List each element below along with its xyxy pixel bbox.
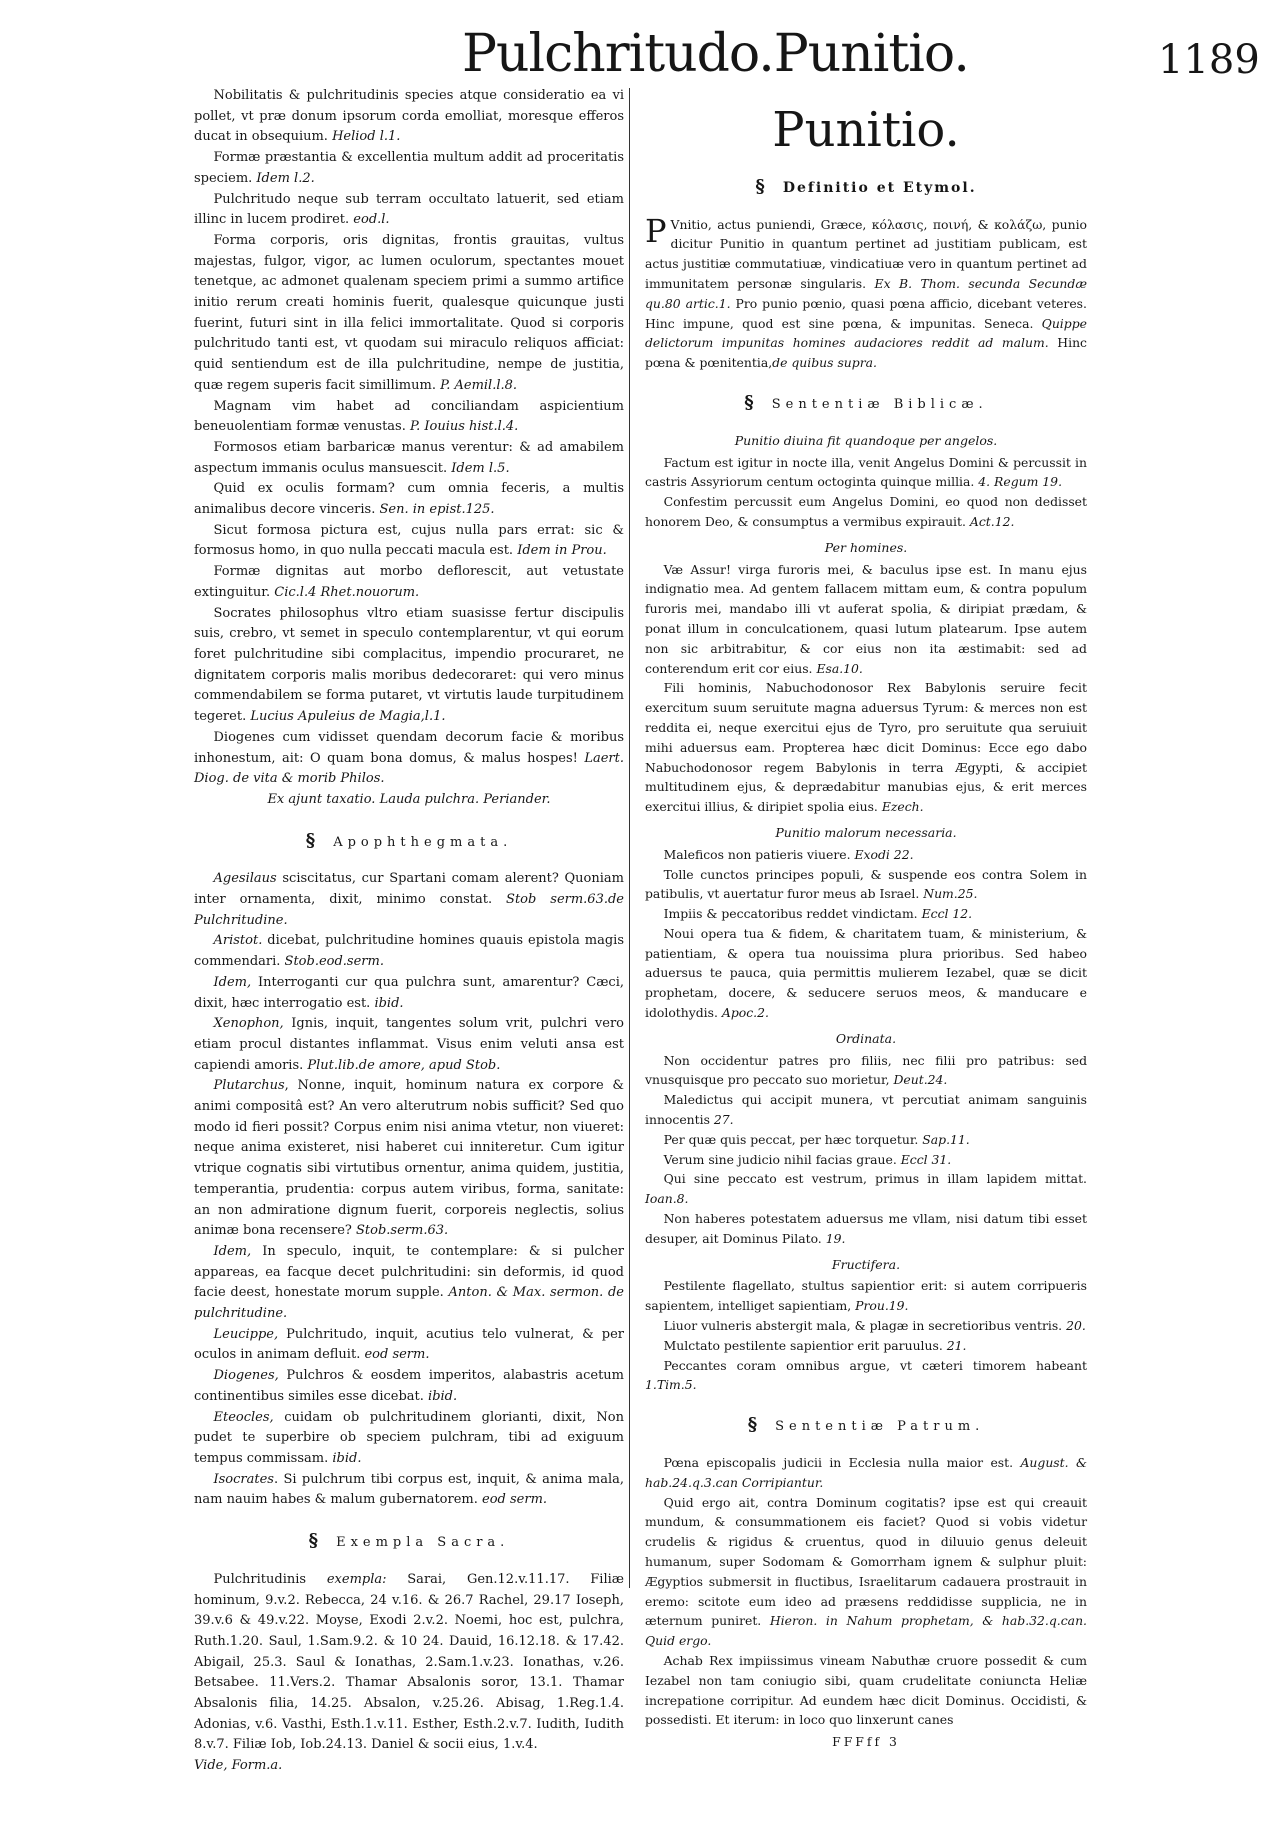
signature-mark: FFFff 3 bbox=[832, 1734, 900, 1750]
biblical-verse: Peccantes coram omnibus argue, vt cæteri timorem habeant 1.Tim.5. bbox=[645, 1357, 1087, 1393]
subheading-ordinata: Ordinata. bbox=[835, 1030, 897, 1046]
biblical-verse: Verum sine judicio nihil facias graue. Eccl 31. bbox=[663, 1151, 952, 1167]
biblical-verse: Impiis & peccatoribus reddet vindictam. Eccl 12. bbox=[663, 906, 973, 922]
sententia-paragraph: Quid ex oculis formam? cum omnia feceris, a multis animalibus decore vinceris. Sen. in epist.125. bbox=[194, 481, 624, 518]
apophthegma-entry: Idem, In speculo, inquit, te contemplare: & si pulcher appareas, ea facque decet pulchritudini: sin deformis, id quod facie deest, honestate morum supple. Anton. & Max. sermon. de pulchritudine. bbox=[194, 1243, 624, 1322]
sententia-paragraph: Formæ præstantia & excellentia multum addit ad proceritatis speciem. Idem l.2. bbox=[194, 150, 624, 186]
apophthegma-entry: Plutarchus, Nonne, inquit, hominum natura ex corpore & animi compositâ est? An vero alterutrum nobis sufficit? Sed quo modo id fieri possit? Corpus enim nisi anima vtetur, non viueret: neque anima existeret, nisi haberet cui inniteretur. Cum igitur vtrique cognatis sibi virtutibus ornentur, anima quidem, justitia, temperantia, prudentia: corpus autem viribus, forma, sanitate: an non admiratione dignum fuerit, corporeis neglectis, solius animæ bona recensere? Stob.serm.63. bbox=[194, 1078, 624, 1239]
biblical-verse: Per quæ quis peccat, per hæc torquetur. Sap.11. bbox=[663, 1131, 970, 1147]
sententia-paragraph: Sicut formosa pictura est, cujus nulla pars errat: sic & formosus homo, in quo nulla peccati macula est. Idem in Prou. bbox=[194, 522, 624, 559]
left-column bbox=[194, 86, 624, 1777]
right-column bbox=[645, 86, 1087, 1752]
biblical-verse: Confestim percussit eum Angelus Domini, eo quod non dedisset honorem Deo, & consumptus a vermibus expirauit. Act.12. bbox=[645, 494, 1087, 529]
motto: Ex ajunt taxatio. Lauda pulchra. Periander. bbox=[267, 791, 551, 807]
running-title: Pulchritudo.Punitio. bbox=[462, 24, 969, 84]
page-number: 1189 bbox=[1158, 37, 1260, 83]
biblical-verse: Non occidentur patres pro filiis, nec filii pro patribus: sed vnusquisque pro peccato suo morietur, Deut.24. bbox=[645, 1052, 1087, 1088]
cross-reference: Vide, Form.a. bbox=[194, 1758, 283, 1774]
biblical-verse: Noui opera tua & fidem, & charitatem tuam, & ministerium, & patientiam, & opera tua nouissima plura prioribus. Sed habeo aduersus te pauca, quia permittis mulierem Iezabel, quæ se dicit prophetam, docere, & seducere seruos meos, & manducare e idolothydis. Apoc.2. bbox=[645, 925, 1087, 1021]
section-heading-exempla: § Exempla Sacra. bbox=[308, 1530, 510, 1552]
pulchritudo-sententiae bbox=[194, 86, 624, 790]
apophthegma-entry: Xenophon, Ignis, inquit, tangentes solum vrit, pulchri vero etiam procul distantes inflammat. Visus enim veluti ansa est capiendi amoris. Plut.lib.de amore, apud Stob. bbox=[194, 1016, 624, 1073]
section-heading-apophthegmata: § Apophthegmata. bbox=[305, 829, 513, 851]
biblical-verse: Qui sine peccato est vestrum, primus in illam lapidem mittat. Ioan.8. bbox=[645, 1171, 1087, 1207]
apophthegma-entry: Isocrates. Si pulchrum tibi corpus est, inquit, & anima mala, nam nauim habes & malum gubernatorem. eod serm. bbox=[194, 1471, 624, 1508]
apophthegmata-list bbox=[194, 869, 624, 1511]
sententia-paragraph: Formosos etiam barbaricæ manus verentur: & ad amabilem aspectum immanis oculus mansuescit. Idem l.5. bbox=[194, 439, 624, 476]
apophthegma-entry: Agesilaus sciscitatus, cur Spartani comam alerent? Quoniam inter ornamenta, dixit, minimo constat. Stob serm.63.de Pulchritudine. bbox=[194, 871, 625, 928]
apophthegma-entry: Eteocles, cuidam ob pulchritudinem glorianti, dixit, Non pudet te superbire ob speciem pulchram, tibi ad exiguum tempus commissam. ibid. bbox=[194, 1409, 624, 1466]
biblical-verse: Maleficos non patieris viuere. Exodi 22. bbox=[663, 846, 914, 862]
sententia-paragraph: Magnam vim habet ad conciliandam aspicientium beneuolentiam formæ venustas. P. Iouius hist.l.4. bbox=[194, 398, 624, 435]
biblical-verse: Liuor vulneris abstergit mala, & plagæ in secretioribus ventris. 20. bbox=[663, 1318, 1086, 1334]
exempla-paragraph: Pulchritudinis exempla: Sarai, Gen.12.v.11.17. Filiæ hominum, 9.v.2. Rebecca, 24 v.16. & 26.7 Rachel, 29.17 Ioseph, 39.v.6 & 49.v.22. Moyse, Exodi 2.v.2. Noemi, hoc est, pulchra, Ruth.1.20. Saul, 1.Sam.9.2. & 10 24. Dauid, 16.12.18. & 17.42. Abigail, 25.3. Saul & Ionathas, 2.Sam.1.v.23. Ionathas, v.26. Betsabee. 11.Vers.2. Thamar Absalonis soror, 13.1. Thamar Absalonis filia, 14.25. Absalon, v.25.26. Abisag, 1.Reg.1.4. Adonias, v.6. Vasthi, Esth.1.v.11. Esther, Esth.2.v.7. Iudith, Iudith 8.v.7. Filiæ Iob, Iob.24.13. Daniel & socii eius, 1.v.4. bbox=[194, 1571, 624, 1753]
biblical-verse: Maledictus qui accipit munera, vt percutiat animam sanguinis innocentis 27. bbox=[645, 1092, 1087, 1128]
apophthegma-entry: Idem, Interroganti cur qua pulchra sunt, amarentur? Cæci, dixit, hæc interrogatio est. ibid. bbox=[194, 974, 624, 1011]
sententia-paragraph: Nobilitatis & pulchritudinis species atque consideratio ea vi pollet, vt præ donum ipsorum corda emolliat, moresque efferos ducat in obsequium. Heliod l.1. bbox=[194, 88, 624, 145]
subheading-necessaria: Punitio malorum necessaria. bbox=[775, 824, 957, 840]
sententia-paragraph: Diogenes cum vidisset quendam decorum facie & moribus inhonestum, ait: O quam bona domus, & malus hospes! Laert. Diog. de vita & morib Philos. bbox=[194, 729, 624, 787]
sententia-paragraph: Formæ dignitas aut morbo deflorescit, aut vetustate extinguitur. Cic.l.4 Rhet.nouorum. bbox=[194, 564, 624, 600]
section-heading-biblicae: § Sententiæ Biblicæ. bbox=[744, 391, 988, 413]
apophthegma-entry: Leucippe, Pulchritudo, inquit, acutius telo vulnerat, & per oculos in animam defluit. eod serm. bbox=[194, 1326, 624, 1363]
biblical-verse: Non haberes potestatem aduersus me vllam, nisi datum tibi esset desuper, ait Dominus Pilato. 19. bbox=[645, 1211, 1087, 1246]
biblical-verse: Mulctato pestilente sapientior erit paruulus. 21. bbox=[663, 1337, 967, 1353]
section-heading-definitio: § Definitio et Etymol. bbox=[755, 175, 977, 197]
biblicae-group-2 bbox=[645, 560, 1087, 817]
apophthegma-entry: Diogenes, Pulchros & eosdem imperitos, alabastris acetum continentibus similes esse dicebat. ibid. bbox=[194, 1368, 624, 1404]
subheading-angelos: Punitio diuina fit quandoque per angelos. bbox=[734, 432, 998, 448]
section-heading-patrum: § Sententiæ Patrum. bbox=[747, 1414, 985, 1436]
patrum-entry: Pœna episcopalis judicii in Ecclesia nulla maior est. August. & hab.24.q.3.can Corripiantur. bbox=[645, 1455, 1087, 1490]
sententia-paragraph: Forma corporis, oris dignitas, frontis grauitas, vultus majestas, fulgor, vigor, ac lumen oculorum, spectantes mouet tenetque, ac admonet qualenam speciem primi a summo artifice initio rerum creati hominis fuerit, qualesque quicunque justi fuerint, futuri sint in illa felici immortalitate. Quod si corporis pulchritudo tanti est, vt quodam sui miraculo reliquos afficiat: quid sentiendum est de illa pulchritudine, nempe de justitia, quæ regem superis facit simillimum. P. Aemil.l.8. bbox=[194, 232, 624, 393]
sententia-paragraph: Socrates philosophus vltro etiam suasisse fertur discipulis suis, crebro, vt semet in speculo contemplarentur, vt qui eorum foret pulchritudine sibi complacitus, impendio procuraret, ne dignitatem corporis malis moribus dedecoraret: qui vero minus commendabilem se forma putaret, vt virtutis laude turpitudinem tegeret. Lucius Apuleius de Magia,l.1. bbox=[194, 605, 624, 725]
apophthegma-entry: Aristot. dicebat, pulchritudine homines quauis epistola magis commendari. Stob.eod.serm. bbox=[194, 933, 624, 970]
patrum-entry: Quid ergo ait, contra Dominum cogitatis? ipse est qui creauit mundum, & consummationem eis faciet? Quod si vobis videtur crudelis & rigidus & cruentus, quod in diluuio genus deleuit humanum, super Sodomam & Gomorrham ignem & sulphur pluit: Ægyptios submersit in fluctibus, Israelitarum cadauera prostrauit in eremo: scitote eum ideo ad præsens reddidisse supplicia, ne in æternum puniret. Hieron. in Nahum prophetam, & hab.32.q.can. Quid ergo. bbox=[645, 1494, 1087, 1649]
patrum-list bbox=[645, 1453, 1087, 1730]
drop-cap: P bbox=[645, 211, 667, 250]
biblicae-group-3 bbox=[645, 845, 1087, 1023]
biblical-verse: Factum est igitur in nocte illa, venit Angelus Domini & percussit in castris Assyriorum centum octoginta quinque millia. 4. Regum 19. bbox=[645, 454, 1087, 490]
sententia-paragraph: Pulchritudo neque sub terram occultato latuerit, sed etiam illinc in lucem prodiret. eod.l. bbox=[194, 191, 624, 228]
subheading-fructifera: Fructifera. bbox=[831, 1256, 901, 1272]
biblicae-group-1 bbox=[645, 453, 1087, 532]
biblical-verse: Tolle cunctos principes populi, & suspende eos contra Solem in patibulis, vt auertatur furor meus ab Israel. Num.25. bbox=[645, 866, 1087, 902]
column-rule bbox=[625, 88, 633, 1588]
biblical-verse: Pestilente flagellato, stultus sapientior erit: si autem corripueris sapientem, intelliget sapientiam, Prou.19. bbox=[645, 1278, 1087, 1314]
biblical-verse: Fili hominis, Nabuchodonosor Rex Babylonis seruire fecit exercitum suum seruitute magna aduersus Tyrum: & merces non est reddita ei, neque exercitui ejus de Tyro, pro seruitute qua seruiuit mihi aduersus eam. Propterea hæc dicit Dominus: Ecce ego dabo Nabuchodonosor regem Babylonis in terra Ægypti, & accipiet multitudinem ejus, & deprædabitur manubias ejus, & erit merces exercitui illius, & diripiet spolia eius. Ezech. bbox=[645, 680, 1087, 815]
subheading-homines: Per homines. bbox=[824, 539, 908, 555]
biblical-verse: Væ Assur! virga furoris mei, & baculus ipse est. In manu ejus indignatio mea. Ad gentem fallacem mittam eum, & contra populum furoris mei, mandabo illi vt auferat spolia, & diripiat prædam, & ponat illum in conculcationem, quasi lutum platearum. Ipse autem non sic arbitrabitur, & cor eius non ita æstimabit: sed ad conterendum erit cor eius. Esa.10. bbox=[645, 561, 1087, 676]
biblicae-group-4 bbox=[645, 1051, 1087, 1249]
punitio-title: Punitio. bbox=[772, 102, 960, 158]
definitio-paragraph: P Vnitio, actus puniendi, Græce, κόλασις, ποινή, & κολάζω, punio dicitur Punitio in quantum pertinet ad justitiam publicam, est actus justitiæ commutatiuæ, vindicatiuæ vero in quantum pertinet ad immunitatem personæ singularis. Ex B. Thom. secunda Secundæ qu.80 artic.1. Pro punio pœnio, quasi pœna afficio, dicebant veteres. Hinc impune, quod est sine pœna, & impunitas. Seneca. Quippe delictorum impunitas homines audaciores reddit ad malum. Hinc pœna & pœnitentia,de quibus supra. bbox=[645, 211, 1087, 371]
patrum-entry: Achab Rex impiissimus vineam Nabuthæ cruore possedit & cum Iezabel non tam coniugio sibi, quam crudelitate coniuncta Heliæ increpatione corripitur. Ad eundem hæc dicit Dominus. Occidisti, & possedisti. Et iterum: in loco quo linxerunt canes bbox=[645, 1652, 1087, 1728]
biblicae-group-5 bbox=[645, 1276, 1087, 1395]
